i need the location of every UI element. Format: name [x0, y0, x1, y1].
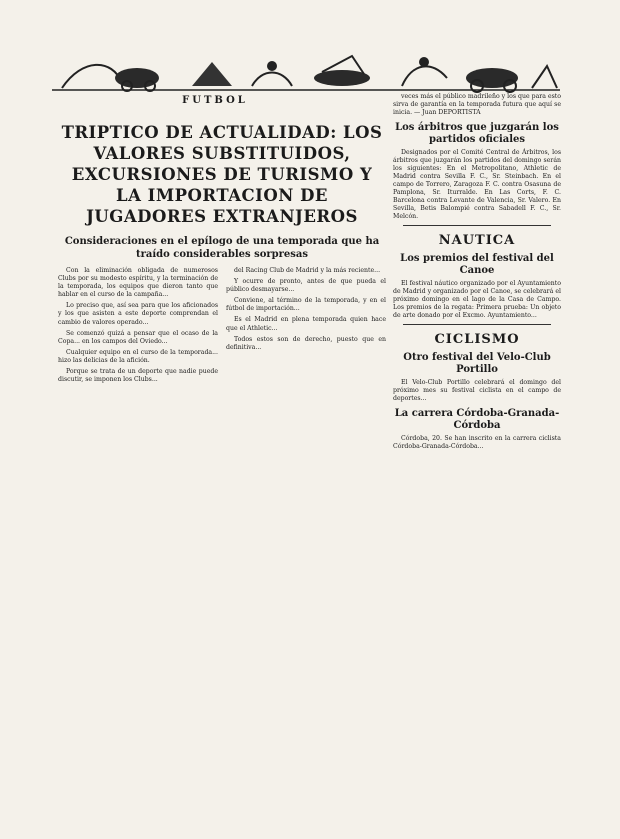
arbitros-title: Los árbitros que juzgarán los partidos oficiales: [395, 122, 559, 145]
paragraph: Con la eliminación obligada de numerosos Clubs por su modesto espíritu, y la terminación de la temporada, los equipos que dieron tanto que hablar en el curso de la campaña...: [58, 267, 218, 299]
paragraph: Es el Madrid en plena temporada quien hace que el Athletic...: [226, 316, 386, 332]
right-column: [393, 93, 561, 454]
sports-banner-illustration: [52, 48, 560, 96]
ciclismo-label: CICLISMO: [434, 332, 520, 347]
cordoba-text: Córdoba, 20. Se han inscrito en la carrera ciclista Córdoba-Granada-Córdoba...: [393, 435, 561, 450]
divider: [403, 225, 551, 226]
sports-banner-icon: [52, 48, 560, 96]
article-subheadline: Consideraciones en el epílogo de una temporada que ha traído considerables sorpresas: [64, 236, 380, 260]
paragraph: del Racing Club de Madrid y la más reciente...: [234, 267, 381, 274]
paragraph: Todos estos son de derecho, puesto que en definitiva...: [226, 335, 386, 351]
paragraph: Lo preciso que, así sea para que los aficionados y los que asisten a este deporte comprendan el cambio de valores operado...: [58, 302, 218, 326]
main-article: [58, 108, 386, 387]
article-column-left: [58, 267, 218, 387]
paragraph: Porque se trata de un deporte que nadie puede discutir, se imponen los Clubs...: [58, 368, 218, 384]
cordoba-title: La carrera Córdoba-Granada-Córdoba: [394, 408, 560, 431]
velo-text: El Velo-Club Portillo celebrará el domingo del próximo mes su festival ciclista en el campo de deportes...: [393, 379, 561, 402]
divider: [403, 324, 551, 325]
velo-title: Otro festival del Velo-Club Portillo: [403, 352, 551, 375]
nautica-label: NAUTICA: [438, 233, 516, 248]
article-column-middle: [226, 267, 386, 387]
article-body: [58, 267, 386, 387]
canoe-text: El festival náutico organizado por el Ayuntamiento de Madrid y organizado por el Canoe, se celebrará el próximo domingo en el lago de la Casa de Campo. Los premios de la regata: Primera prueba: Un objeto de arte donado por el Excmo. Ayuntamiento...: [393, 280, 561, 319]
right-top-text: veces más el público madrileño y los que para esto sirva de garantía en la temporada futura que aquí se inicia. — Juan DEPORTISTA: [393, 93, 561, 116]
paragraph: Conviene, al término de la temporada, y en el fútbol de importación...: [226, 297, 386, 313]
paragraph: Se comenzó quizá a pensar que el ocaso de la Copa... en los campos del Oviedo...: [58, 329, 218, 345]
arbitros-text: Designados por el Comité Central de Árbitros, los árbitros que juzgarán los partidos del domingo serán los siguientes: En el Metropolitano, Athletic de Madrid contra Sevilla F. C., Sr. Steinbach. En el campo de Torrero, Zaragoza F. C. contra Osasuna de Pamplona, Sr. Iturralde. En Las Corts, F. C. Barcelona contra Levante de Valencia, Sr. Valero. En Sevilla, Betis Balompié contra Sabadell F. C., Sr. Melcón.: [393, 149, 561, 220]
paragraph: Y ocurre de pronto, antes de que pueda el público desmayarse...: [226, 278, 386, 294]
article-headline: TRIPTICO DE ACTUALIDAD: LOS VALORES SUBSTITUIDOS, EXCURSIONES DE TURISMO Y LA IMPORTACION DE JUGADORES EXTRANJEROS: [61, 123, 383, 226]
paragraph: Cualquier equipo en el curso de la temporada... hizo las delicias de la afición.: [58, 348, 218, 364]
canoe-title: Los premios del festival del Canoe: [400, 253, 554, 276]
section-label: FUTBOL: [182, 95, 248, 106]
